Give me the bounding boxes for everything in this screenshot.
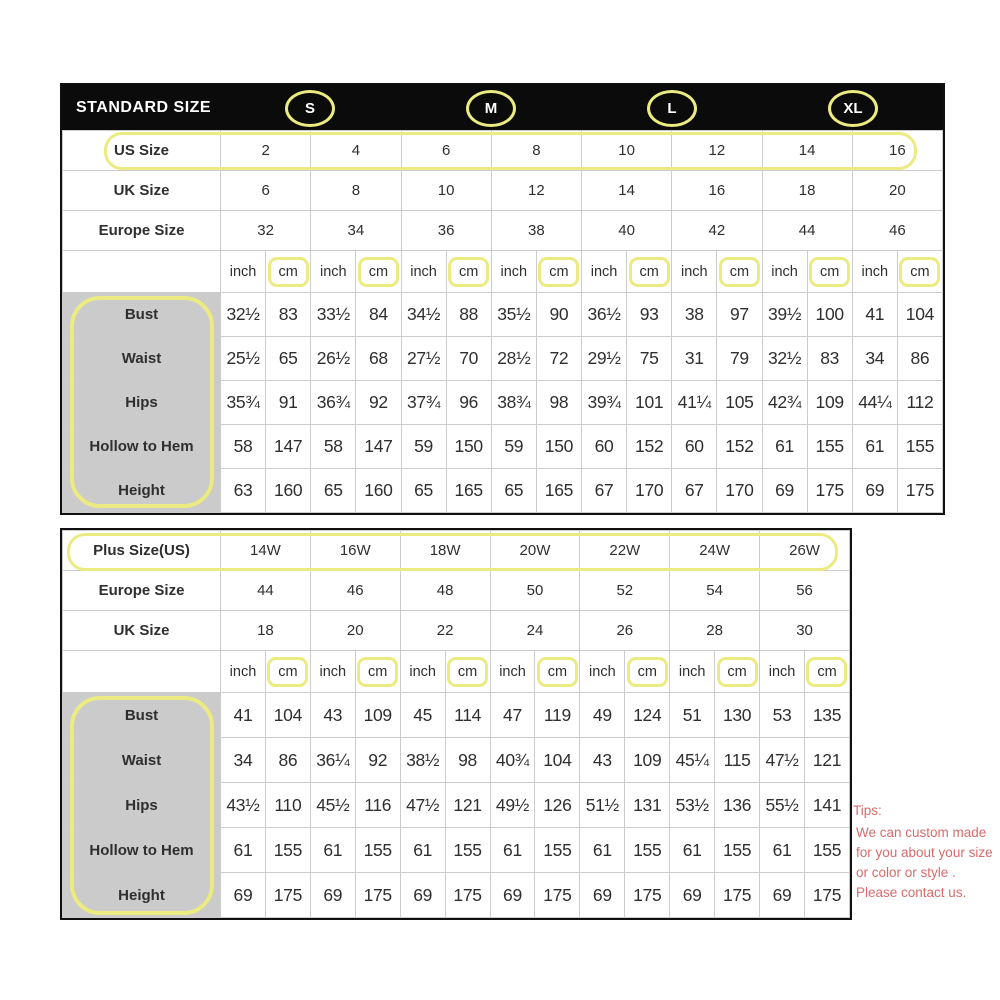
size-value-cell: 44 bbox=[762, 211, 852, 251]
size-value-cell: 42 bbox=[672, 211, 762, 251]
size-value-cell: 50 bbox=[490, 571, 580, 611]
unit-cell-inch: inch bbox=[311, 251, 356, 293]
measure-value-cell: 109 bbox=[625, 738, 670, 783]
size-value-cell: 48 bbox=[400, 571, 490, 611]
measure-value-cell: 175 bbox=[535, 873, 580, 918]
measure-row bbox=[63, 337, 943, 381]
unit-cell-cm bbox=[536, 251, 581, 293]
measure-value-cell: 124 bbox=[625, 693, 670, 738]
measure-value-cell: 34 bbox=[852, 337, 897, 381]
measure-row-label: Waist bbox=[63, 738, 221, 783]
size-value-cell: 8 bbox=[491, 131, 581, 171]
unit-cell-cm bbox=[355, 651, 400, 693]
measure-value-cell: 51 bbox=[670, 693, 715, 738]
unit-cell-cm bbox=[627, 251, 672, 293]
unit-cell-cm bbox=[897, 251, 942, 293]
size-value-cell: 24W bbox=[670, 531, 760, 571]
cm-highlight-box: cm bbox=[717, 657, 758, 687]
measure-value-cell: 34½ bbox=[401, 293, 446, 337]
measure-value-cell: 155 bbox=[804, 828, 849, 873]
size-value-cell: 16 bbox=[852, 131, 942, 171]
measure-value-cell: 65 bbox=[311, 469, 356, 513]
measure-value-cell: 114 bbox=[445, 693, 490, 738]
measure-value-cell: 109 bbox=[807, 381, 852, 425]
unit-cell-inch: inch bbox=[310, 651, 355, 693]
measure-value-cell: 69 bbox=[580, 873, 625, 918]
size-row-label: Europe Size bbox=[63, 571, 221, 611]
measure-value-cell: 61 bbox=[760, 828, 805, 873]
size-row-label: UK Size bbox=[63, 611, 221, 651]
measure-row-label: Waist bbox=[63, 337, 221, 381]
size-value-cell: 6 bbox=[401, 131, 491, 171]
measure-value-cell: 53½ bbox=[670, 783, 715, 828]
measure-value-cell: 69 bbox=[670, 873, 715, 918]
measure-value-cell: 69 bbox=[310, 873, 355, 918]
size-value-cell: 18 bbox=[762, 171, 852, 211]
measure-value-cell: 44¼ bbox=[852, 381, 897, 425]
measure-value-cell: 70 bbox=[446, 337, 491, 381]
measure-value-cell: 75 bbox=[627, 337, 672, 381]
unit-cell-cm bbox=[265, 651, 310, 693]
size-row-label: US Size bbox=[63, 131, 221, 171]
measure-value-cell: 96 bbox=[446, 381, 491, 425]
measure-value-cell: 36¼ bbox=[310, 738, 355, 783]
measure-value-cell: 131 bbox=[625, 783, 670, 828]
measure-value-cell: 160 bbox=[356, 469, 401, 513]
size-row-label: UK Size bbox=[63, 171, 221, 211]
measure-value-cell: 69 bbox=[221, 873, 266, 918]
size-value-cell: 2 bbox=[221, 131, 311, 171]
measure-value-cell: 86 bbox=[897, 337, 942, 381]
measure-row-label: Height bbox=[63, 873, 221, 918]
measure-value-cell: 175 bbox=[265, 873, 310, 918]
size-value-cell: 30 bbox=[760, 611, 850, 651]
size-value-cell: 34 bbox=[311, 211, 401, 251]
unit-cell-cm bbox=[266, 251, 311, 293]
measure-value-cell: 47½ bbox=[400, 783, 445, 828]
measure-value-cell: 93 bbox=[627, 293, 672, 337]
measure-value-cell: 135 bbox=[804, 693, 849, 738]
measure-value-cell: 155 bbox=[715, 828, 760, 873]
unit-cell-inch: inch bbox=[670, 651, 715, 693]
measure-value-cell: 175 bbox=[355, 873, 400, 918]
size-value-cell: 46 bbox=[852, 211, 942, 251]
measure-row bbox=[63, 693, 850, 738]
measure-value-cell: 32½ bbox=[762, 337, 807, 381]
measure-row bbox=[63, 293, 943, 337]
unit-cell-inch: inch bbox=[672, 251, 717, 293]
measure-value-cell: 60 bbox=[672, 425, 717, 469]
measure-value-cell: 119 bbox=[535, 693, 580, 738]
size-badge-s: S bbox=[285, 90, 335, 127]
measure-value-cell: 47 bbox=[490, 693, 535, 738]
cm-highlight-box: cm bbox=[538, 257, 579, 287]
measure-value-cell: 69 bbox=[400, 873, 445, 918]
measure-row bbox=[63, 828, 850, 873]
measure-value-cell: 165 bbox=[446, 469, 491, 513]
tips-line-2: for you about your size bbox=[856, 845, 993, 860]
measure-value-cell: 72 bbox=[536, 337, 581, 381]
measure-row-label: Height bbox=[63, 469, 221, 513]
unit-row bbox=[63, 651, 850, 693]
size-value-cell: 26 bbox=[580, 611, 670, 651]
size-value-cell: 10 bbox=[582, 131, 672, 171]
measure-value-cell: 91 bbox=[266, 381, 311, 425]
unit-row bbox=[63, 251, 943, 293]
size-value-cell: 26W bbox=[760, 531, 850, 571]
size-value-cell: 18W bbox=[400, 531, 490, 571]
measure-value-cell: 175 bbox=[897, 469, 942, 513]
size-value-cell: 14 bbox=[582, 171, 672, 211]
size-value-cell: 6 bbox=[221, 171, 311, 211]
measure-row bbox=[63, 469, 943, 513]
measure-value-cell: 112 bbox=[897, 381, 942, 425]
standard-size-grid bbox=[62, 130, 943, 513]
measure-value-cell: 32½ bbox=[221, 293, 266, 337]
cm-highlight-box: cm bbox=[268, 257, 309, 287]
measure-value-cell: 150 bbox=[536, 425, 581, 469]
unit-cell-cm bbox=[445, 651, 490, 693]
measure-value-cell: 68 bbox=[356, 337, 401, 381]
measure-value-cell: 147 bbox=[356, 425, 401, 469]
measure-row-label: Hips bbox=[63, 381, 221, 425]
measure-row bbox=[63, 738, 850, 783]
size-value-cell: 28 bbox=[670, 611, 760, 651]
cm-highlight-box: cm bbox=[719, 257, 760, 287]
cm-highlight-box: cm bbox=[806, 657, 847, 687]
cm-highlight-box: cm bbox=[448, 257, 489, 287]
measure-value-cell: 126 bbox=[535, 783, 580, 828]
size-row bbox=[63, 611, 850, 651]
measure-value-cell: 63 bbox=[221, 469, 266, 513]
measure-value-cell: 34 bbox=[221, 738, 266, 783]
measure-value-cell: 26½ bbox=[311, 337, 356, 381]
unit-cell-cm bbox=[804, 651, 849, 693]
cm-highlight-box: cm bbox=[627, 657, 668, 687]
unit-cell-inch: inch bbox=[491, 251, 536, 293]
measure-value-cell: 79 bbox=[717, 337, 762, 381]
size-value-cell: 22 bbox=[400, 611, 490, 651]
measure-value-cell: 28½ bbox=[491, 337, 536, 381]
size-value-cell: 54 bbox=[670, 571, 760, 611]
measure-value-cell: 155 bbox=[897, 425, 942, 469]
size-value-cell: 14 bbox=[762, 131, 852, 171]
unit-cell-inch: inch bbox=[400, 651, 445, 693]
tips-line-1: We can custom made bbox=[856, 825, 987, 840]
measure-value-cell: 110 bbox=[265, 783, 310, 828]
unit-cell-cm bbox=[446, 251, 491, 293]
cm-highlight-box: cm bbox=[809, 257, 850, 287]
measure-value-cell: 84 bbox=[356, 293, 401, 337]
measure-value-cell: 55½ bbox=[760, 783, 805, 828]
size-row bbox=[63, 571, 850, 611]
unit-cell-inch: inch bbox=[762, 251, 807, 293]
size-value-cell: 32 bbox=[221, 211, 311, 251]
measure-value-cell: 152 bbox=[627, 425, 672, 469]
measure-value-cell: 65 bbox=[266, 337, 311, 381]
measure-value-cell: 41 bbox=[852, 293, 897, 337]
measure-value-cell: 61 bbox=[762, 425, 807, 469]
measure-value-cell: 27½ bbox=[401, 337, 446, 381]
measure-value-cell: 155 bbox=[445, 828, 490, 873]
measure-value-cell: 97 bbox=[717, 293, 762, 337]
measure-value-cell: 39¾ bbox=[582, 381, 627, 425]
size-row bbox=[63, 171, 943, 211]
measure-value-cell: 38½ bbox=[400, 738, 445, 783]
size-row bbox=[63, 211, 943, 251]
measure-value-cell: 60 bbox=[582, 425, 627, 469]
unit-cell-inch: inch bbox=[401, 251, 446, 293]
measure-value-cell: 86 bbox=[265, 738, 310, 783]
unit-cell-cm bbox=[807, 251, 852, 293]
measure-value-cell: 61 bbox=[670, 828, 715, 873]
measure-value-cell: 40¾ bbox=[490, 738, 535, 783]
measure-value-cell: 104 bbox=[897, 293, 942, 337]
size-row bbox=[63, 131, 943, 171]
size-value-cell: 20 bbox=[310, 611, 400, 651]
measure-value-cell: 165 bbox=[536, 469, 581, 513]
measure-value-cell: 45 bbox=[400, 693, 445, 738]
measure-row bbox=[63, 783, 850, 828]
unit-cell-inch: inch bbox=[490, 651, 535, 693]
plus-size-grid bbox=[62, 530, 850, 918]
measure-value-cell: 58 bbox=[311, 425, 356, 469]
measure-value-cell: 31 bbox=[672, 337, 717, 381]
size-row-label: Plus Size(US) bbox=[63, 531, 221, 571]
measure-value-cell: 35½ bbox=[491, 293, 536, 337]
measure-value-cell: 90 bbox=[536, 293, 581, 337]
size-value-cell: 10 bbox=[401, 171, 491, 211]
size-value-cell: 16W bbox=[310, 531, 400, 571]
measure-value-cell: 33½ bbox=[311, 293, 356, 337]
measure-value-cell: 38 bbox=[672, 293, 717, 337]
measure-value-cell: 98 bbox=[445, 738, 490, 783]
cm-highlight-box: cm bbox=[447, 657, 488, 687]
measure-value-cell: 61 bbox=[310, 828, 355, 873]
measure-value-cell: 43 bbox=[310, 693, 355, 738]
measure-value-cell: 49 bbox=[580, 693, 625, 738]
size-value-cell: 16 bbox=[672, 171, 762, 211]
measure-value-cell: 53 bbox=[760, 693, 805, 738]
measure-value-cell: 155 bbox=[535, 828, 580, 873]
unit-cell-inch: inch bbox=[580, 651, 625, 693]
measure-value-cell: 41¼ bbox=[672, 381, 717, 425]
measure-value-cell: 100 bbox=[807, 293, 852, 337]
measure-value-cell: 47½ bbox=[760, 738, 805, 783]
measure-value-cell: 59 bbox=[401, 425, 446, 469]
measure-value-cell: 175 bbox=[715, 873, 760, 918]
size-value-cell: 14W bbox=[221, 531, 311, 571]
unit-cell-inch: inch bbox=[582, 251, 627, 293]
unit-row-spacer bbox=[63, 651, 221, 693]
cm-highlight-box: cm bbox=[358, 257, 399, 287]
measure-value-cell: 61 bbox=[852, 425, 897, 469]
measure-value-cell: 175 bbox=[445, 873, 490, 918]
size-badge-m: M bbox=[466, 90, 516, 127]
measure-row-label: Hollow to Hem bbox=[63, 425, 221, 469]
measure-value-cell: 29½ bbox=[582, 337, 627, 381]
measure-value-cell: 38¾ bbox=[491, 381, 536, 425]
measure-value-cell: 121 bbox=[804, 738, 849, 783]
cm-highlight-box: cm bbox=[267, 657, 308, 687]
measure-value-cell: 98 bbox=[536, 381, 581, 425]
standard-table-title: STANDARD SIZE bbox=[76, 99, 212, 116]
measure-value-cell: 130 bbox=[715, 693, 760, 738]
measure-value-cell: 150 bbox=[446, 425, 491, 469]
tips-note bbox=[853, 801, 999, 903]
measure-value-cell: 141 bbox=[804, 783, 849, 828]
tips-title: Tips: bbox=[853, 803, 882, 818]
measure-value-cell: 104 bbox=[265, 693, 310, 738]
size-row-label: Europe Size bbox=[63, 211, 221, 251]
size-value-cell: 12 bbox=[672, 131, 762, 171]
cm-highlight-box: cm bbox=[537, 657, 578, 687]
measure-value-cell: 104 bbox=[535, 738, 580, 783]
size-value-cell: 22W bbox=[580, 531, 670, 571]
measure-value-cell: 152 bbox=[717, 425, 762, 469]
unit-cell-inch: inch bbox=[221, 651, 266, 693]
measure-value-cell: 83 bbox=[807, 337, 852, 381]
measure-value-cell: 175 bbox=[625, 873, 670, 918]
unit-cell-cm bbox=[715, 651, 760, 693]
measure-value-cell: 69 bbox=[762, 469, 807, 513]
measure-value-cell: 41 bbox=[221, 693, 266, 738]
measure-row bbox=[63, 425, 943, 469]
measure-value-cell: 83 bbox=[266, 293, 311, 337]
measure-value-cell: 37¾ bbox=[401, 381, 446, 425]
measure-row bbox=[63, 381, 943, 425]
standard-table-header-bar bbox=[62, 85, 943, 130]
measure-value-cell: 170 bbox=[717, 469, 762, 513]
standard-size-table bbox=[60, 83, 945, 515]
size-value-cell: 36 bbox=[401, 211, 491, 251]
measure-value-cell: 92 bbox=[356, 381, 401, 425]
measure-value-cell: 116 bbox=[355, 783, 400, 828]
measure-value-cell: 155 bbox=[265, 828, 310, 873]
size-value-cell: 20 bbox=[852, 171, 942, 211]
measure-value-cell: 35¾ bbox=[221, 381, 266, 425]
measure-value-cell: 61 bbox=[221, 828, 266, 873]
measure-value-cell: 155 bbox=[355, 828, 400, 873]
measure-value-cell: 105 bbox=[717, 381, 762, 425]
measure-value-cell: 61 bbox=[490, 828, 535, 873]
unit-cell-cm bbox=[625, 651, 670, 693]
measure-value-cell: 160 bbox=[266, 469, 311, 513]
size-value-cell: 4 bbox=[311, 131, 401, 171]
size-value-cell: 38 bbox=[491, 211, 581, 251]
measure-value-cell: 58 bbox=[221, 425, 266, 469]
measure-value-cell: 136 bbox=[715, 783, 760, 828]
measure-row-label: Hollow to Hem bbox=[63, 828, 221, 873]
measure-value-cell: 101 bbox=[627, 381, 672, 425]
size-row bbox=[63, 531, 850, 571]
unit-cell-inch: inch bbox=[760, 651, 805, 693]
measure-value-cell: 109 bbox=[355, 693, 400, 738]
size-value-cell: 44 bbox=[221, 571, 311, 611]
measure-value-cell: 45½ bbox=[310, 783, 355, 828]
measure-value-cell: 121 bbox=[445, 783, 490, 828]
measure-value-cell: 59 bbox=[491, 425, 536, 469]
unit-cell-cm bbox=[356, 251, 401, 293]
measure-value-cell: 51½ bbox=[580, 783, 625, 828]
measure-row-label: Hips bbox=[63, 783, 221, 828]
cm-highlight-box: cm bbox=[357, 657, 398, 687]
size-value-cell: 8 bbox=[311, 171, 401, 211]
measure-value-cell: 155 bbox=[807, 425, 852, 469]
measure-value-cell: 115 bbox=[715, 738, 760, 783]
measure-row-label: Bust bbox=[63, 293, 221, 337]
tips-line-4: Please contact us. bbox=[856, 885, 967, 900]
measure-value-cell: 61 bbox=[400, 828, 445, 873]
size-badge-xl: XL bbox=[828, 90, 878, 127]
size-value-cell: 56 bbox=[760, 571, 850, 611]
measure-value-cell: 69 bbox=[490, 873, 535, 918]
size-value-cell: 40 bbox=[582, 211, 672, 251]
measure-value-cell: 69 bbox=[852, 469, 897, 513]
cm-highlight-box: cm bbox=[899, 257, 940, 287]
measure-value-cell: 25½ bbox=[221, 337, 266, 381]
measure-value-cell: 39½ bbox=[762, 293, 807, 337]
unit-cell-cm bbox=[717, 251, 762, 293]
measure-row bbox=[63, 873, 850, 918]
measure-value-cell: 67 bbox=[672, 469, 717, 513]
measure-value-cell: 43½ bbox=[221, 783, 266, 828]
size-badge-l: L bbox=[647, 90, 697, 127]
measure-value-cell: 175 bbox=[807, 469, 852, 513]
unit-cell-inch: inch bbox=[221, 251, 266, 293]
size-value-cell: 20W bbox=[490, 531, 580, 571]
size-value-cell: 52 bbox=[580, 571, 670, 611]
unit-cell-inch: inch bbox=[852, 251, 897, 293]
cm-highlight-box: cm bbox=[629, 257, 670, 287]
unit-row-spacer bbox=[63, 251, 221, 293]
plus-size-table bbox=[60, 528, 852, 920]
measure-value-cell: 36¾ bbox=[311, 381, 356, 425]
size-value-cell: 24 bbox=[490, 611, 580, 651]
size-value-cell: 12 bbox=[491, 171, 581, 211]
measure-value-cell: 43 bbox=[580, 738, 625, 783]
measure-value-cell: 61 bbox=[580, 828, 625, 873]
measure-value-cell: 147 bbox=[266, 425, 311, 469]
measure-value-cell: 49½ bbox=[490, 783, 535, 828]
tips-line-3: or color or style . bbox=[856, 865, 956, 880]
measure-value-cell: 155 bbox=[625, 828, 670, 873]
measure-value-cell: 65 bbox=[401, 469, 446, 513]
measure-value-cell: 67 bbox=[582, 469, 627, 513]
measure-value-cell: 65 bbox=[491, 469, 536, 513]
measure-value-cell: 42¾ bbox=[762, 381, 807, 425]
unit-cell-cm bbox=[535, 651, 580, 693]
measure-value-cell: 36½ bbox=[582, 293, 627, 337]
measure-value-cell: 88 bbox=[446, 293, 491, 337]
measure-value-cell: 92 bbox=[355, 738, 400, 783]
measure-value-cell: 175 bbox=[804, 873, 849, 918]
measure-row-label: Bust bbox=[63, 693, 221, 738]
size-value-cell: 46 bbox=[310, 571, 400, 611]
measure-value-cell: 170 bbox=[627, 469, 672, 513]
measure-value-cell: 69 bbox=[760, 873, 805, 918]
size-value-cell: 18 bbox=[221, 611, 311, 651]
measure-value-cell: 45¼ bbox=[670, 738, 715, 783]
